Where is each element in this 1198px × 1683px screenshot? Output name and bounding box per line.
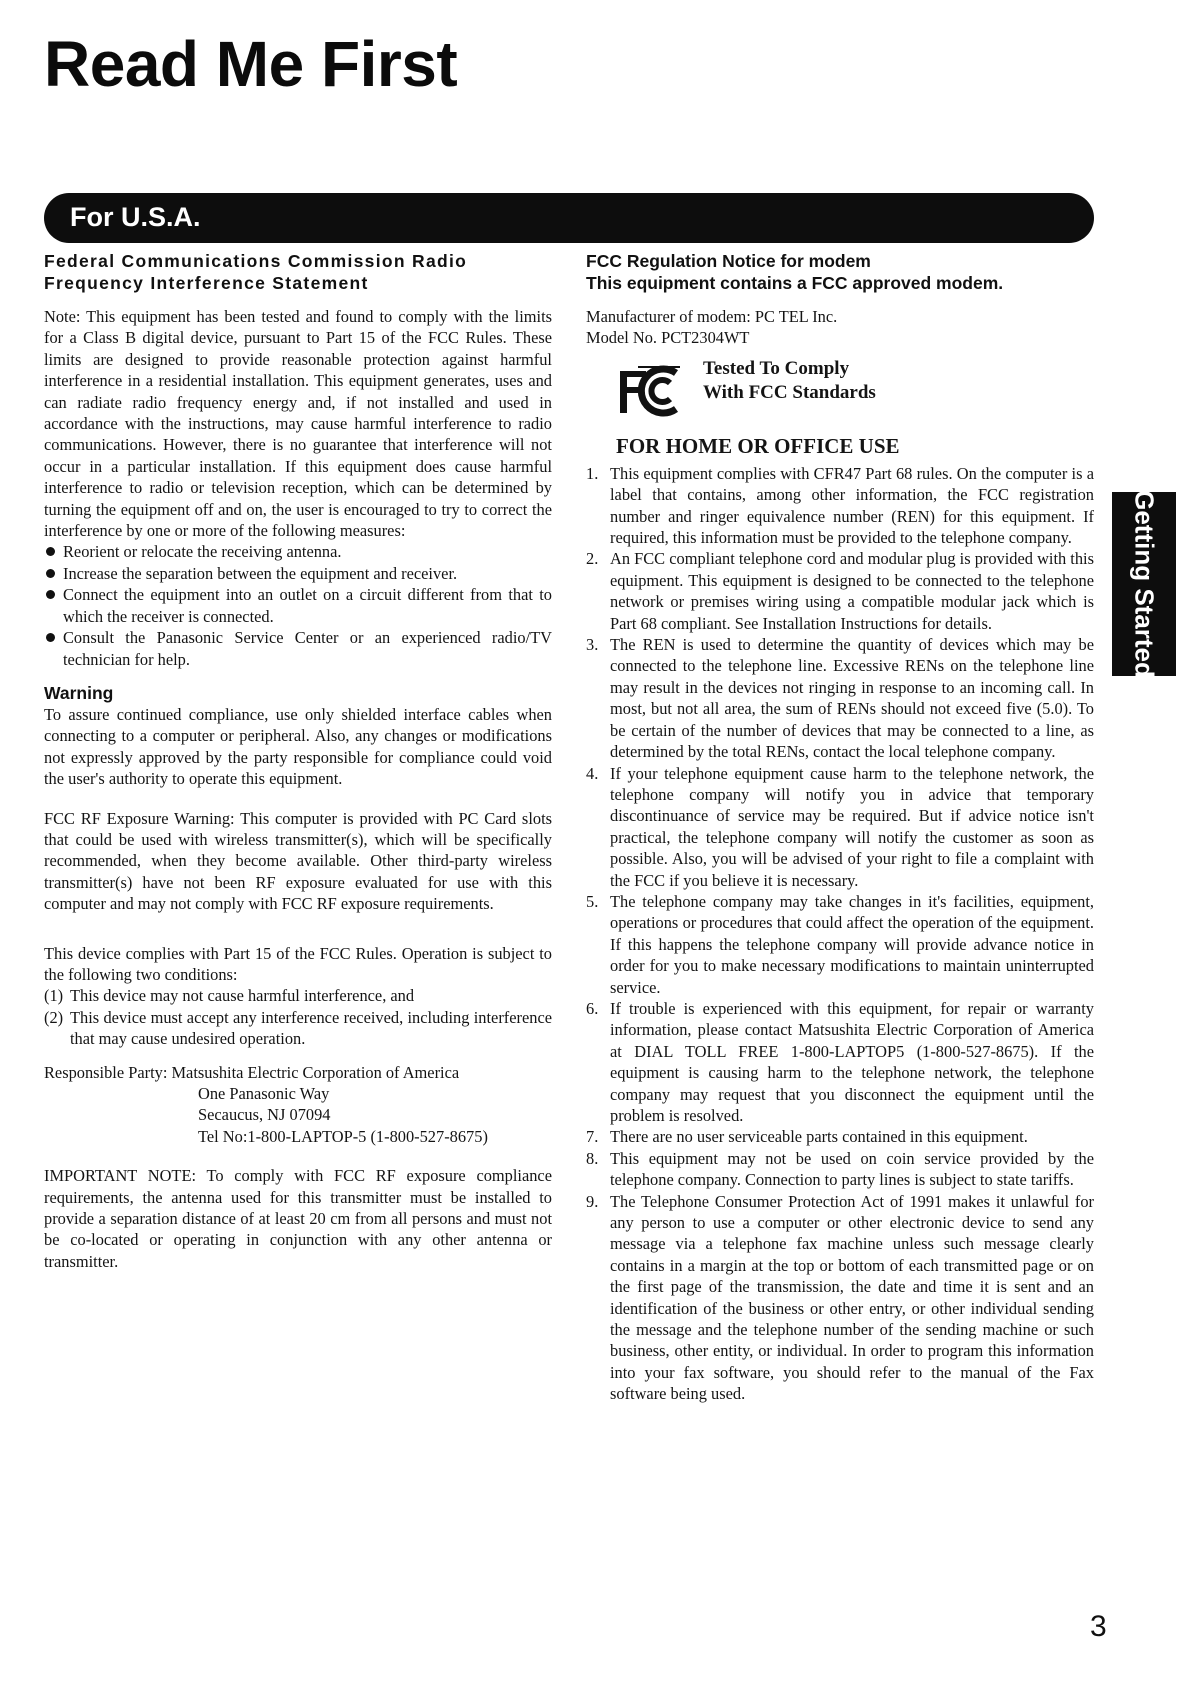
- notice-text: There are no user serviceable parts contained in this equipment.: [610, 1127, 1028, 1147]
- notice-item: [586, 998, 1094, 1126]
- fcc-statement-heading: Federal Communications Commission Radio Frequency Interference Statement: [44, 251, 468, 293]
- page-title: Read Me First: [44, 28, 458, 100]
- notice-item: [586, 1148, 1094, 1191]
- page-number: 3: [1090, 1610, 1107, 1643]
- fcc-compliance-block: [586, 357, 1094, 433]
- notice-number: 7.: [586, 1127, 599, 1147]
- notice-number: 2.: [586, 549, 599, 569]
- modem-notice-list: [586, 463, 1094, 1405]
- notice-text: The telephone company may take changes in it's facilities, equipment, operations or procedures that could affect the operation of the equipment. If this happens the telephone company will provide advance notice in order for you to make necessary modifications to maintain uninterrupted service.: [610, 891, 1094, 997]
- modem-manufacturer: Manufacturer of modem: PC TEL Inc.: [586, 307, 838, 326]
- address-line: Tel No:1-800-LAPTOP-5 (1-800-527-8675): [198, 1126, 488, 1146]
- condition-item: [44, 985, 552, 1006]
- section-banner: [44, 193, 1094, 243]
- important-note: IMPORTANT NOTE: To comply with FCC RF exposure compliance requirements, the antenna used for this transmitter must be installed to provide a separation distance of at least 20 cm from all persons and must not be co-located or operating in conjunction with any other antenna or transmitter.: [44, 1166, 552, 1271]
- notice-item: [586, 1126, 1094, 1147]
- notice-number: 5.: [586, 891, 599, 911]
- fcc-logo-icon: [618, 363, 686, 419]
- notice-text: This equipment may not be used on coin service provided by the telephone company. Connection to party lines is subject to state tariffs.: [610, 1148, 1094, 1190]
- notice-text: An FCC compliant telephone cord and modular plug is provided with this equipment. This equipment is designed to be connected to the telephone network or premises wiring using a compatible modular jack which is Part 68 compliant. See Installation Instructions for details.: [610, 549, 1094, 633]
- warning-heading: Warning: [44, 682, 114, 703]
- side-tab: [1112, 492, 1176, 676]
- notice-text: If your telephone equipment cause harm to the telephone network, the telephone company will notify you in advice that temporary discontinuance of service may be required. But if advice notice isn't practical, the telephone company will notify the customer as soon as possible. Also, you will be advised of your right to file a complaint with the FCC if you believe it is necessary.: [610, 763, 1094, 890]
- address-line: Secaucus, NJ 07094: [198, 1105, 331, 1125]
- notice-number: 4.: [586, 763, 599, 783]
- notice-item: [586, 634, 1094, 762]
- side-tab-label: Getting Started: [1129, 490, 1160, 678]
- responsible-address: [198, 1083, 552, 1147]
- condition-text: This device may not cause harmful interference, and: [70, 986, 415, 1006]
- fcc-standards-line: With FCC Standards: [703, 381, 876, 403]
- condition-marker: (2): [44, 1007, 64, 1027]
- right-column: [586, 250, 1094, 1405]
- measures-list: [44, 541, 552, 669]
- warning-paragraph: To assure continued compliance, use only shielded interface cables when connecting to a computer or peripheral. Also, any changes or modifications not expressly approved by the party responsible for compliance could void the user's authority to operate this equipment.: [44, 704, 552, 789]
- notice-item: [586, 763, 1094, 891]
- note-paragraph: Note: This equipment has been tested and found to comply with the limits for a Class B digital device, pursuant to Part 15 of the FCC Rules. These limits are designed to provide reasonable protection against harmful interference in a residential installation. This equipment generates, uses and can radiate radio frequency energy and, if not installed and used in accordance with the instructions, may cause harmful interference to radio communications. However, there is no guarantee that interference will not occur in a particular installation. If this equipment does cause harmful interference to radio or television reception, which can be determined by turning the equipment off and on, the user is encouraged to try to correct the interference by one or more of the following measures:: [44, 307, 552, 541]
- fcc-tested-line: Tested To Comply: [703, 357, 850, 379]
- notice-number: 1.: [586, 463, 599, 483]
- measure-item: Connect the equipment into an outlet on a circuit different from that to which the receiver is connected.: [44, 584, 552, 627]
- modem-approved-heading: This equipment contains a FCC approved modem.: [586, 273, 1004, 293]
- condition-marker: (1): [44, 986, 64, 1006]
- notice-text: The REN is used to determine the quantity of devices which may be connected to the telephone line. Excessive RENs on the telephone line may result in the devices not ringing in response to an incoming call. In most, but not all area, the sum of RENs should not exceed five (5.0). To be certain of the number of devices that may be connected to a line, as determined by the total RENs, contact the local telephone company.: [610, 635, 1094, 762]
- modem-notice-heading: FCC Regulation Notice for modem: [586, 251, 871, 271]
- address-line: One Panasonic Way: [198, 1084, 330, 1103]
- notice-text: The Telephone Consumer Protection Act of 1991 makes it unlawful for any person to use a computer or other electronic device to send any message via a telephone fax machine unless such message clearly contains in a margin at the top or bottom of each transmitted page or on the first page of the transmission, the date and time it is sent and an identification of the business or other entry, or other individual sending the message and the telephone number of the sending machine or such business, other entity, or individual. In order to program this information into your fax software, you should refer to the manual of the Fax software being used.: [610, 1191, 1094, 1404]
- measure-item: Consult the Panasonic Service Center or an experienced radio/TV technician for help.: [44, 627, 552, 670]
- notice-number: 3.: [586, 635, 599, 655]
- measure-item: Reorient or relocate the receiving antenna.: [44, 541, 552, 562]
- notice-text: This equipment complies with CFR47 Part 68 rules. On the computer is a label that contains, among other information, the FCC registration number and ringer equivalence number (REN) for this equipment. If required, this information must be provided to the telephone company.: [610, 463, 1094, 548]
- left-column: [44, 250, 552, 1272]
- measure-item: Increase the separation between the equipment and receiver.: [44, 563, 552, 584]
- for-home-heading: FOR HOME OR OFFICE USE: [616, 433, 900, 458]
- responsible-party: Responsible Party: Matsushita Electric Corporation of America: [44, 1062, 460, 1082]
- notice-number: 6.: [586, 998, 599, 1018]
- modem-model: Model No. PCT2304WT: [586, 328, 750, 348]
- notice-item: [586, 463, 1094, 549]
- notice-item: [586, 1191, 1094, 1405]
- section-banner-label: For U.S.A.: [70, 202, 201, 232]
- notice-number: 8.: [586, 1148, 599, 1168]
- notice-item: [586, 548, 1094, 634]
- rf-exposure-warning: FCC RF Exposure Warning: This computer is provided with PC Card slots that could be used with wireless transmitter(s), which will be specifically recommended, when they become available. Other third-party wireless transmitter(s) have not been RF exposure evaluated for use with this computer and may not comply with FCC RF exposure requirements.: [44, 808, 552, 914]
- condition-item: [44, 1007, 552, 1050]
- notice-text: If trouble is experienced with this equipment, for repair or warranty information, please contact Matsushita Electric Corporation of America at DIAL TOLL FREE 1-800-LAPTOP5 (1-800-527-8675). If the equipment is causing harm to the telephone network, the telephone company may request that you disconnect the equipment until the problem is resolved.: [610, 998, 1094, 1125]
- notice-number: 9.: [586, 1191, 599, 1211]
- conditions-list: [44, 985, 552, 1049]
- notice-item: [586, 891, 1094, 998]
- condition-text: This device must accept any interference received, including interference that may cause undesired operation.: [70, 1007, 552, 1049]
- part15-paragraph: This device complies with Part 15 of the FCC Rules. Operation is subject to the following two conditions:: [44, 943, 552, 984]
